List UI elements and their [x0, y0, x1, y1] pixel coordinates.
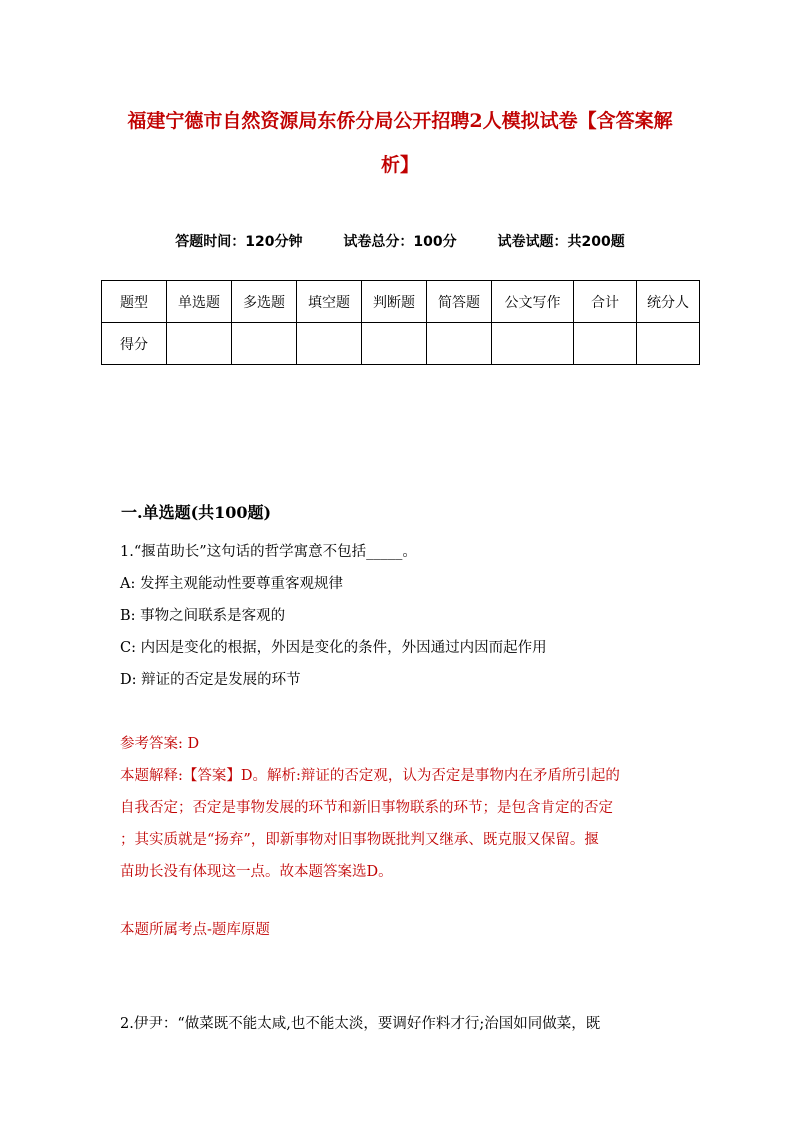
- score-cell: [574, 323, 637, 365]
- question-1-option-b: B: 事物之间联系是客观的: [120, 608, 286, 624]
- header-multi-choice: 多选题: [232, 281, 297, 323]
- exam-question-count: 试卷试题：共200题: [497, 234, 625, 250]
- score-cell: [167, 323, 232, 365]
- question-1-explanation-line: 本题解释:【答案】D。解析:辩证的否定观，认为否定是事物内在矛盾所引起的: [120, 768, 620, 784]
- section-heading: 一.单选题(共100题): [121, 503, 272, 522]
- score-row-label: 得分: [102, 323, 167, 365]
- score-cell: [637, 323, 700, 365]
- exam-total-score: 试卷总分：100分: [343, 234, 457, 250]
- question-1-option-c: C: 内因是变化的根据，外因是变化的条件，外因通过内因而起作用: [120, 640, 547, 656]
- header-fill-blank: 填空题: [297, 281, 362, 323]
- score-cell: [492, 323, 574, 365]
- question-1-explanation-line: 自我否定；否定是事物发展的环节和新旧事物联系的环节；是包含肯定的否定: [120, 800, 613, 816]
- question-1-explanation-line: 苗助长没有体现这一点。故本题答案选D。: [120, 864, 393, 880]
- header-true-false: 判断题: [362, 281, 427, 323]
- header-short-answer: 简答题: [427, 281, 492, 323]
- score-table-header-row: [102, 281, 700, 323]
- header-total: 合计: [574, 281, 637, 323]
- header-official-writing: 公文写作: [492, 281, 574, 323]
- question-1-option-a: A: 发挥主观能动性要尊重客观规律: [120, 576, 343, 592]
- document-title-line-2: 析】: [380, 154, 419, 176]
- score-table-score-row: [102, 323, 700, 365]
- score-cell: [297, 323, 362, 365]
- exam-meta: [0, 231, 800, 251]
- question-2-stem: 2.伊尹：“做菜既不能太咸,也不能太淡，要调好作料才行;治国如同做菜，既: [120, 1016, 601, 1032]
- question-1-stem: 1.“揠苗助长”这句话的哲学寓意不包括_____。: [120, 544, 417, 560]
- question-1-source: 本题所属考点-题库原题: [120, 922, 270, 938]
- score-cell: [232, 323, 297, 365]
- document-title-line-1: 福建宁德市自然资源局东侨分局公开招聘2人模拟试卷【含答案解: [127, 110, 673, 132]
- score-cell: [362, 323, 427, 365]
- question-1-option-d: D: 辩证的否定是发展的环节: [120, 672, 301, 688]
- question-1-answer: 参考答案: D: [120, 736, 200, 752]
- score-table: [101, 280, 700, 365]
- header-scorer: 统分人: [637, 281, 700, 323]
- exam-time: 答题时间：120分钟: [175, 234, 303, 250]
- header-type: 题型: [102, 281, 167, 323]
- question-1-explanation-line: ；其实质就是“扬弃”，即新事物对旧事物既批判又继承、既克服又保留。揠: [120, 832, 599, 848]
- score-cell: [427, 323, 492, 365]
- header-single-choice: 单选题: [167, 281, 232, 323]
